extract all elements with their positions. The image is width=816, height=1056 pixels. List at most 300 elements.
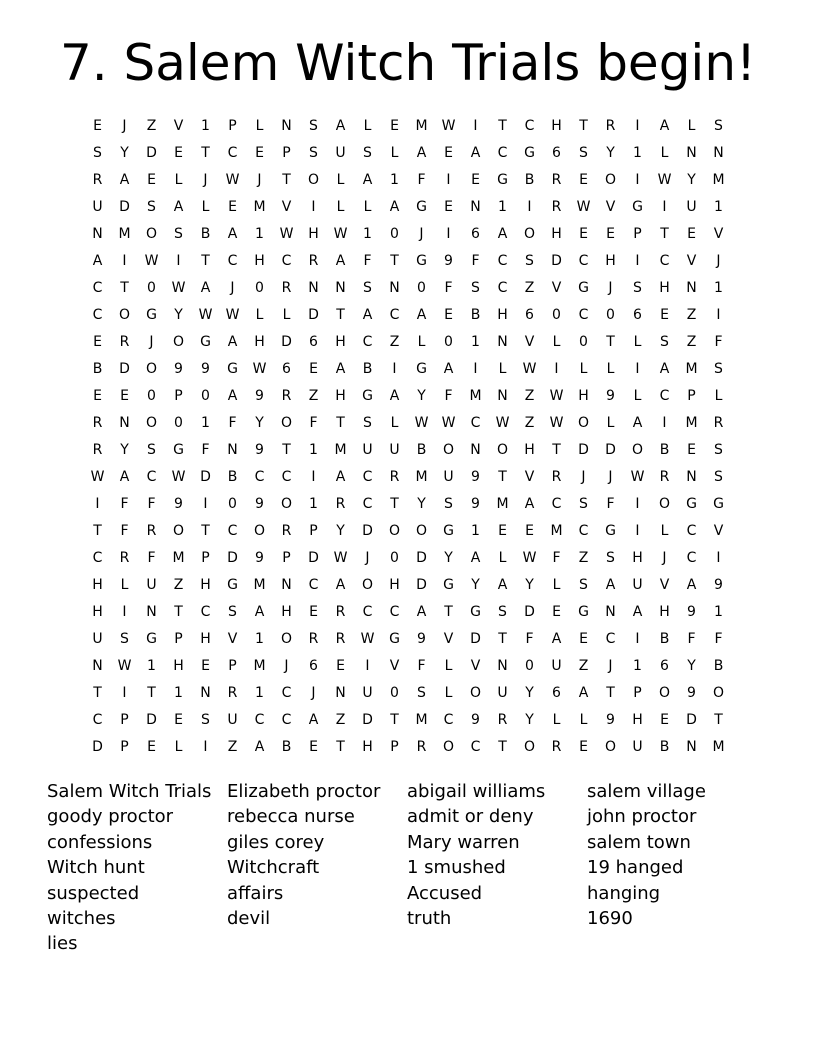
- grid-letter[interactable]: V: [470, 658, 481, 674]
- grid-letter[interactable]: D: [416, 550, 427, 566]
- grid-letter[interactable]: O: [307, 172, 320, 188]
- grid-letter[interactable]: C: [470, 739, 481, 755]
- grid-letter[interactable]: O: [280, 496, 293, 512]
- grid-letter[interactable]: L: [660, 145, 669, 161]
- grid-letter[interactable]: S: [228, 604, 237, 620]
- grid-letter[interactable]: B: [659, 739, 670, 755]
- grid-letter[interactable]: C: [227, 253, 238, 269]
- grid-letter[interactable]: D: [524, 604, 535, 620]
- grid-letter[interactable]: T: [606, 685, 615, 701]
- grid-letter[interactable]: E: [228, 199, 237, 215]
- grid-letter[interactable]: P: [633, 685, 642, 701]
- grid-letter[interactable]: I: [446, 172, 451, 188]
- grid-letter[interactable]: V: [659, 577, 670, 593]
- grid-letter[interactable]: 9: [471, 496, 480, 512]
- grid-letter[interactable]: C: [92, 307, 103, 323]
- grid-letter[interactable]: T: [579, 118, 588, 134]
- grid-letter[interactable]: 9: [255, 388, 264, 404]
- grid-letter[interactable]: C: [497, 280, 508, 296]
- grid-letter[interactable]: 1: [255, 631, 264, 647]
- grid-letter[interactable]: A: [416, 604, 427, 620]
- grid-letter[interactable]: A: [227, 388, 238, 404]
- grid-letter[interactable]: 6: [660, 658, 669, 674]
- grid-letter[interactable]: S: [363, 415, 372, 431]
- grid-letter[interactable]: O: [145, 361, 158, 377]
- grid-letter[interactable]: 6: [552, 685, 561, 701]
- grid-letter[interactable]: H: [659, 604, 670, 620]
- grid-letter[interactable]: S: [579, 496, 588, 512]
- grid-letter[interactable]: V: [551, 280, 562, 296]
- grid-letter[interactable]: A: [389, 199, 400, 215]
- grid-letter[interactable]: C: [254, 469, 265, 485]
- grid-letter[interactable]: R: [119, 550, 130, 566]
- grid-letter[interactable]: H: [281, 604, 292, 620]
- grid-letter[interactable]: E: [336, 658, 345, 674]
- grid-letter[interactable]: V: [443, 631, 454, 647]
- grid-letter[interactable]: R: [335, 604, 346, 620]
- grid-letter[interactable]: E: [120, 388, 129, 404]
- grid-letter[interactable]: A: [497, 577, 508, 593]
- grid-letter[interactable]: 1: [390, 172, 399, 188]
- grid-letter[interactable]: C: [551, 496, 562, 512]
- grid-letter[interactable]: F: [417, 658, 426, 674]
- grid-letter[interactable]: A: [524, 496, 535, 512]
- grid-letter[interactable]: N: [119, 415, 130, 431]
- grid-letter[interactable]: E: [201, 658, 210, 674]
- grid-letter[interactable]: 9: [714, 577, 723, 593]
- grid-letter[interactable]: L: [552, 577, 561, 593]
- grid-letter[interactable]: E: [579, 226, 588, 242]
- grid-letter[interactable]: A: [470, 550, 481, 566]
- grid-letter[interactable]: R: [281, 523, 292, 539]
- grid-letter[interactable]: S: [309, 145, 318, 161]
- grid-letter[interactable]: F: [309, 415, 318, 431]
- grid-letter[interactable]: 9: [471, 469, 480, 485]
- grid-letter[interactable]: 6: [309, 658, 318, 674]
- grid-letter[interactable]: Z: [524, 415, 535, 431]
- grid-letter[interactable]: U: [227, 712, 238, 728]
- grid-letter[interactable]: I: [716, 550, 721, 566]
- grid-letter[interactable]: 1: [309, 442, 318, 458]
- grid-letter[interactable]: G: [173, 442, 184, 458]
- grid-letter[interactable]: 9: [606, 388, 615, 404]
- grid-letter[interactable]: J: [230, 280, 235, 296]
- grid-letter[interactable]: V: [389, 658, 400, 674]
- grid-letter[interactable]: 9: [201, 361, 210, 377]
- grid-letter[interactable]: T: [282, 442, 291, 458]
- grid-letter[interactable]: P: [282, 550, 291, 566]
- grid-letter[interactable]: T: [174, 604, 183, 620]
- grid-letter[interactable]: Y: [120, 442, 129, 458]
- grid-letter[interactable]: P: [309, 523, 318, 539]
- grid-letter[interactable]: A: [254, 604, 265, 620]
- grid-letter[interactable]: L: [660, 523, 669, 539]
- grid-letter[interactable]: S: [363, 280, 372, 296]
- grid-letter[interactable]: Z: [389, 334, 400, 350]
- grid-letter[interactable]: C: [497, 253, 508, 269]
- grid-letter[interactable]: 0: [228, 496, 237, 512]
- grid-letter[interactable]: W: [522, 550, 537, 566]
- grid-letter[interactable]: R: [659, 469, 670, 485]
- grid-letter[interactable]: C: [362, 469, 373, 485]
- grid-letter[interactable]: G: [416, 253, 427, 269]
- grid-letter[interactable]: O: [442, 739, 455, 755]
- grid-letter[interactable]: 1: [174, 685, 183, 701]
- grid-letter[interactable]: S: [714, 442, 723, 458]
- grid-letter[interactable]: G: [578, 280, 589, 296]
- grid-letter[interactable]: I: [311, 199, 316, 215]
- grid-letter[interactable]: N: [497, 388, 508, 404]
- grid-letter[interactable]: C: [659, 388, 670, 404]
- grid-letter[interactable]: A: [578, 685, 589, 701]
- grid-letter[interactable]: T: [390, 712, 399, 728]
- grid-letter[interactable]: A: [362, 307, 373, 323]
- grid-letter[interactable]: I: [635, 496, 640, 512]
- grid-letter[interactable]: H: [173, 658, 184, 674]
- grid-letter[interactable]: D: [308, 307, 319, 323]
- grid-letter[interactable]: A: [227, 334, 238, 350]
- grid-letter[interactable]: A: [335, 469, 346, 485]
- grid-letter[interactable]: N: [92, 226, 103, 242]
- grid-letter[interactable]: Z: [686, 307, 697, 323]
- grid-letter[interactable]: H: [92, 577, 103, 593]
- grid-letter[interactable]: Y: [525, 685, 534, 701]
- grid-letter[interactable]: W: [144, 253, 159, 269]
- grid-letter[interactable]: L: [282, 307, 291, 323]
- grid-letter[interactable]: 6: [633, 307, 642, 323]
- grid-letter[interactable]: H: [632, 712, 643, 728]
- grid-letter[interactable]: E: [444, 307, 453, 323]
- grid-letter[interactable]: J: [284, 658, 289, 674]
- grid-letter[interactable]: B: [659, 631, 670, 647]
- grid-letter[interactable]: C: [281, 685, 292, 701]
- grid-letter[interactable]: N: [470, 442, 481, 458]
- grid-letter[interactable]: E: [687, 226, 696, 242]
- grid-letter[interactable]: 9: [687, 604, 696, 620]
- grid-letter[interactable]: R: [92, 415, 103, 431]
- grid-letter[interactable]: S: [417, 685, 426, 701]
- grid-letter[interactable]: E: [174, 712, 183, 728]
- grid-letter[interactable]: G: [470, 604, 481, 620]
- grid-letter[interactable]: O: [145, 415, 158, 431]
- grid-letter[interactable]: R: [227, 685, 238, 701]
- grid-letter[interactable]: F: [687, 631, 696, 647]
- grid-letter[interactable]: A: [335, 253, 346, 269]
- grid-letter[interactable]: N: [605, 604, 616, 620]
- grid-letter[interactable]: R: [335, 631, 346, 647]
- grid-letter[interactable]: E: [93, 118, 102, 134]
- grid-letter[interactable]: W: [414, 415, 429, 431]
- grid-letter[interactable]: J: [662, 550, 667, 566]
- grid-letter[interactable]: A: [605, 577, 616, 593]
- grid-letter[interactable]: Z: [686, 334, 697, 350]
- grid-letter[interactable]: E: [471, 172, 480, 188]
- grid-letter[interactable]: C: [200, 604, 211, 620]
- grid-letter[interactable]: L: [606, 415, 615, 431]
- grid-letter[interactable]: T: [498, 739, 507, 755]
- grid-letter[interactable]: B: [470, 307, 481, 323]
- grid-letter[interactable]: W: [522, 361, 537, 377]
- grid-letter[interactable]: P: [633, 226, 642, 242]
- grid-letter[interactable]: W: [198, 307, 213, 323]
- grid-letter[interactable]: D: [146, 712, 157, 728]
- grid-letter[interactable]: B: [92, 361, 103, 377]
- grid-letter[interactable]: P: [687, 388, 696, 404]
- grid-letter[interactable]: W: [576, 199, 591, 215]
- grid-letter[interactable]: N: [281, 577, 292, 593]
- grid-letter[interactable]: M: [172, 550, 185, 566]
- grid-letter[interactable]: C: [281, 469, 292, 485]
- grid-letter[interactable]: H: [659, 280, 670, 296]
- grid-letter[interactable]: A: [119, 172, 130, 188]
- grid-letter[interactable]: 1: [633, 658, 642, 674]
- grid-letter[interactable]: I: [392, 361, 397, 377]
- grid-letter[interactable]: W: [252, 361, 267, 377]
- grid-letter[interactable]: L: [201, 199, 210, 215]
- grid-letter[interactable]: T: [390, 253, 399, 269]
- grid-letter[interactable]: I: [365, 658, 370, 674]
- grid-letter[interactable]: Z: [578, 550, 589, 566]
- grid-letter[interactable]: V: [173, 118, 184, 134]
- grid-letter[interactable]: L: [363, 118, 372, 134]
- grid-letter[interactable]: R: [92, 442, 103, 458]
- grid-letter[interactable]: G: [497, 172, 508, 188]
- grid-letter[interactable]: L: [579, 361, 588, 377]
- grid-letter[interactable]: I: [662, 415, 667, 431]
- grid-letter[interactable]: W: [90, 469, 105, 485]
- grid-letter[interactable]: G: [416, 361, 427, 377]
- grid-letter[interactable]: E: [660, 712, 669, 728]
- grid-letter[interactable]: D: [92, 739, 103, 755]
- grid-letter[interactable]: B: [362, 361, 373, 377]
- grid-letter[interactable]: C: [92, 550, 103, 566]
- grid-letter[interactable]: T: [660, 226, 669, 242]
- grid-letter[interactable]: A: [659, 118, 670, 134]
- grid-letter[interactable]: L: [336, 172, 345, 188]
- grid-letter[interactable]: A: [227, 226, 238, 242]
- grid-letter[interactable]: M: [415, 469, 428, 485]
- grid-letter[interactable]: F: [201, 442, 210, 458]
- grid-letter[interactable]: N: [335, 685, 346, 701]
- grid-letter[interactable]: I: [122, 604, 127, 620]
- grid-letter[interactable]: 1: [471, 523, 480, 539]
- grid-letter[interactable]: H: [632, 550, 643, 566]
- grid-letter[interactable]: H: [335, 388, 346, 404]
- grid-letter[interactable]: L: [579, 712, 588, 728]
- grid-letter[interactable]: R: [551, 469, 562, 485]
- grid-letter[interactable]: Y: [687, 172, 696, 188]
- grid-letter[interactable]: Z: [173, 577, 184, 593]
- grid-letter[interactable]: M: [118, 226, 131, 242]
- grid-letter[interactable]: M: [253, 658, 266, 674]
- grid-letter[interactable]: I: [122, 253, 127, 269]
- grid-letter[interactable]: O: [280, 415, 293, 431]
- grid-letter[interactable]: U: [92, 631, 103, 647]
- grid-letter[interactable]: 1: [714, 280, 723, 296]
- grid-letter[interactable]: L: [714, 388, 723, 404]
- grid-letter[interactable]: O: [658, 496, 671, 512]
- grid-letter[interactable]: G: [524, 145, 535, 161]
- grid-letter[interactable]: A: [335, 118, 346, 134]
- grid-letter[interactable]: F: [606, 496, 615, 512]
- grid-letter[interactable]: O: [658, 685, 671, 701]
- grid-letter[interactable]: M: [496, 496, 509, 512]
- grid-letter[interactable]: 1: [255, 226, 264, 242]
- grid-letter[interactable]: 0: [525, 658, 534, 674]
- grid-letter[interactable]: C: [524, 118, 535, 134]
- grid-letter[interactable]: R: [416, 739, 427, 755]
- grid-letter[interactable]: U: [92, 199, 103, 215]
- grid-letter[interactable]: J: [311, 685, 316, 701]
- grid-letter[interactable]: W: [171, 469, 186, 485]
- grid-letter[interactable]: 0: [390, 550, 399, 566]
- grid-letter[interactable]: G: [227, 577, 238, 593]
- grid-letter[interactable]: B: [659, 442, 670, 458]
- grid-letter[interactable]: C: [308, 577, 319, 593]
- grid-letter[interactable]: O: [712, 685, 725, 701]
- grid-letter[interactable]: A: [308, 712, 319, 728]
- grid-letter[interactable]: I: [473, 361, 478, 377]
- grid-letter[interactable]: C: [470, 415, 481, 431]
- grid-letter[interactable]: R: [551, 172, 562, 188]
- grid-letter[interactable]: A: [632, 604, 643, 620]
- grid-letter[interactable]: H: [551, 118, 562, 134]
- grid-letter[interactable]: I: [473, 118, 478, 134]
- grid-letter[interactable]: T: [336, 739, 345, 755]
- grid-letter[interactable]: 1: [471, 334, 480, 350]
- grid-letter[interactable]: R: [119, 334, 130, 350]
- grid-letter[interactable]: E: [444, 145, 453, 161]
- grid-letter[interactable]: H: [92, 604, 103, 620]
- grid-letter[interactable]: 9: [444, 253, 453, 269]
- grid-letter[interactable]: T: [444, 604, 453, 620]
- grid-letter[interactable]: H: [200, 577, 211, 593]
- grid-letter[interactable]: U: [443, 469, 454, 485]
- grid-letter[interactable]: S: [660, 334, 669, 350]
- grid-letter[interactable]: T: [201, 523, 210, 539]
- grid-letter[interactable]: E: [390, 118, 399, 134]
- grid-letter[interactable]: 6: [525, 307, 534, 323]
- grid-letter[interactable]: D: [119, 361, 130, 377]
- grid-letter[interactable]: T: [201, 145, 210, 161]
- grid-letter[interactable]: Y: [525, 577, 534, 593]
- grid-letter[interactable]: L: [444, 685, 453, 701]
- grid-letter[interactable]: J: [716, 253, 721, 269]
- grid-letter[interactable]: H: [254, 253, 265, 269]
- grid-letter[interactable]: 0: [417, 280, 426, 296]
- grid-letter[interactable]: E: [93, 388, 102, 404]
- grid-letter[interactable]: E: [255, 145, 264, 161]
- grid-letter[interactable]: S: [714, 361, 723, 377]
- grid-letter[interactable]: F: [714, 631, 723, 647]
- grid-letter[interactable]: M: [415, 712, 428, 728]
- grid-letter[interactable]: I: [716, 307, 721, 323]
- grid-letter[interactable]: 0: [201, 388, 210, 404]
- grid-letter[interactable]: T: [282, 172, 291, 188]
- grid-letter[interactable]: L: [552, 334, 561, 350]
- grid-letter[interactable]: D: [578, 442, 589, 458]
- grid-letter[interactable]: N: [146, 604, 157, 620]
- grid-letter[interactable]: A: [686, 577, 697, 593]
- grid-letter[interactable]: P: [174, 631, 183, 647]
- grid-letter[interactable]: B: [227, 469, 238, 485]
- grid-letter[interactable]: L: [174, 739, 183, 755]
- grid-letter[interactable]: A: [470, 145, 481, 161]
- grid-letter[interactable]: R: [146, 523, 157, 539]
- grid-letter[interactable]: E: [309, 739, 318, 755]
- grid-letter[interactable]: F: [714, 334, 723, 350]
- grid-letter[interactable]: D: [686, 712, 697, 728]
- grid-letter[interactable]: V: [686, 253, 697, 269]
- grid-letter[interactable]: G: [146, 307, 157, 323]
- grid-letter[interactable]: D: [362, 712, 373, 728]
- grid-letter[interactable]: P: [174, 388, 183, 404]
- grid-letter[interactable]: N: [200, 685, 211, 701]
- grid-letter[interactable]: S: [498, 604, 507, 620]
- grid-letter[interactable]: P: [282, 145, 291, 161]
- grid-letter[interactable]: N: [497, 334, 508, 350]
- grid-letter[interactable]: S: [633, 280, 642, 296]
- grid-letter[interactable]: I: [527, 199, 532, 215]
- grid-letter[interactable]: R: [389, 469, 400, 485]
- grid-letter[interactable]: F: [120, 523, 129, 539]
- grid-letter[interactable]: A: [173, 199, 184, 215]
- grid-letter[interactable]: C: [443, 712, 454, 728]
- grid-letter[interactable]: C: [281, 253, 292, 269]
- grid-letter[interactable]: Z: [578, 658, 589, 674]
- grid-letter[interactable]: T: [336, 307, 345, 323]
- grid-letter[interactable]: G: [416, 199, 427, 215]
- grid-letter[interactable]: A: [632, 415, 643, 431]
- grid-letter[interactable]: R: [605, 118, 616, 134]
- grid-letter[interactable]: R: [281, 280, 292, 296]
- grid-letter[interactable]: C: [362, 334, 373, 350]
- grid-letter[interactable]: N: [389, 280, 400, 296]
- grid-letter[interactable]: Y: [444, 550, 453, 566]
- grid-letter[interactable]: F: [120, 496, 129, 512]
- grid-letter[interactable]: S: [201, 712, 210, 728]
- grid-letter[interactable]: V: [524, 334, 535, 350]
- grid-letter[interactable]: J: [203, 172, 208, 188]
- grid-letter[interactable]: O: [145, 226, 158, 242]
- grid-letter[interactable]: N: [497, 658, 508, 674]
- grid-letter[interactable]: A: [551, 631, 562, 647]
- grid-letter[interactable]: 0: [255, 280, 264, 296]
- grid-letter[interactable]: T: [498, 631, 507, 647]
- grid-letter[interactable]: 1: [147, 658, 156, 674]
- grid-letter[interactable]: F: [552, 550, 561, 566]
- grid-letter[interactable]: E: [552, 604, 561, 620]
- grid-letter[interactable]: L: [255, 307, 264, 323]
- grid-letter[interactable]: H: [362, 739, 373, 755]
- grid-letter[interactable]: T: [120, 280, 129, 296]
- grid-letter[interactable]: 6: [552, 145, 561, 161]
- grid-letter[interactable]: L: [390, 415, 399, 431]
- grid-letter[interactable]: 9: [255, 442, 264, 458]
- grid-letter[interactable]: G: [146, 631, 157, 647]
- grid-letter[interactable]: O: [523, 226, 536, 242]
- grid-letter[interactable]: 1: [714, 604, 723, 620]
- grid-letter[interactable]: E: [687, 442, 696, 458]
- grid-letter[interactable]: Y: [336, 523, 345, 539]
- grid-letter[interactable]: W: [549, 388, 564, 404]
- grid-letter[interactable]: 1: [309, 496, 318, 512]
- grid-letter[interactable]: Z: [524, 280, 535, 296]
- grid-letter[interactable]: M: [253, 199, 266, 215]
- grid-letter[interactable]: P: [201, 550, 210, 566]
- grid-letter[interactable]: T: [147, 685, 156, 701]
- grid-letter[interactable]: Z: [335, 712, 346, 728]
